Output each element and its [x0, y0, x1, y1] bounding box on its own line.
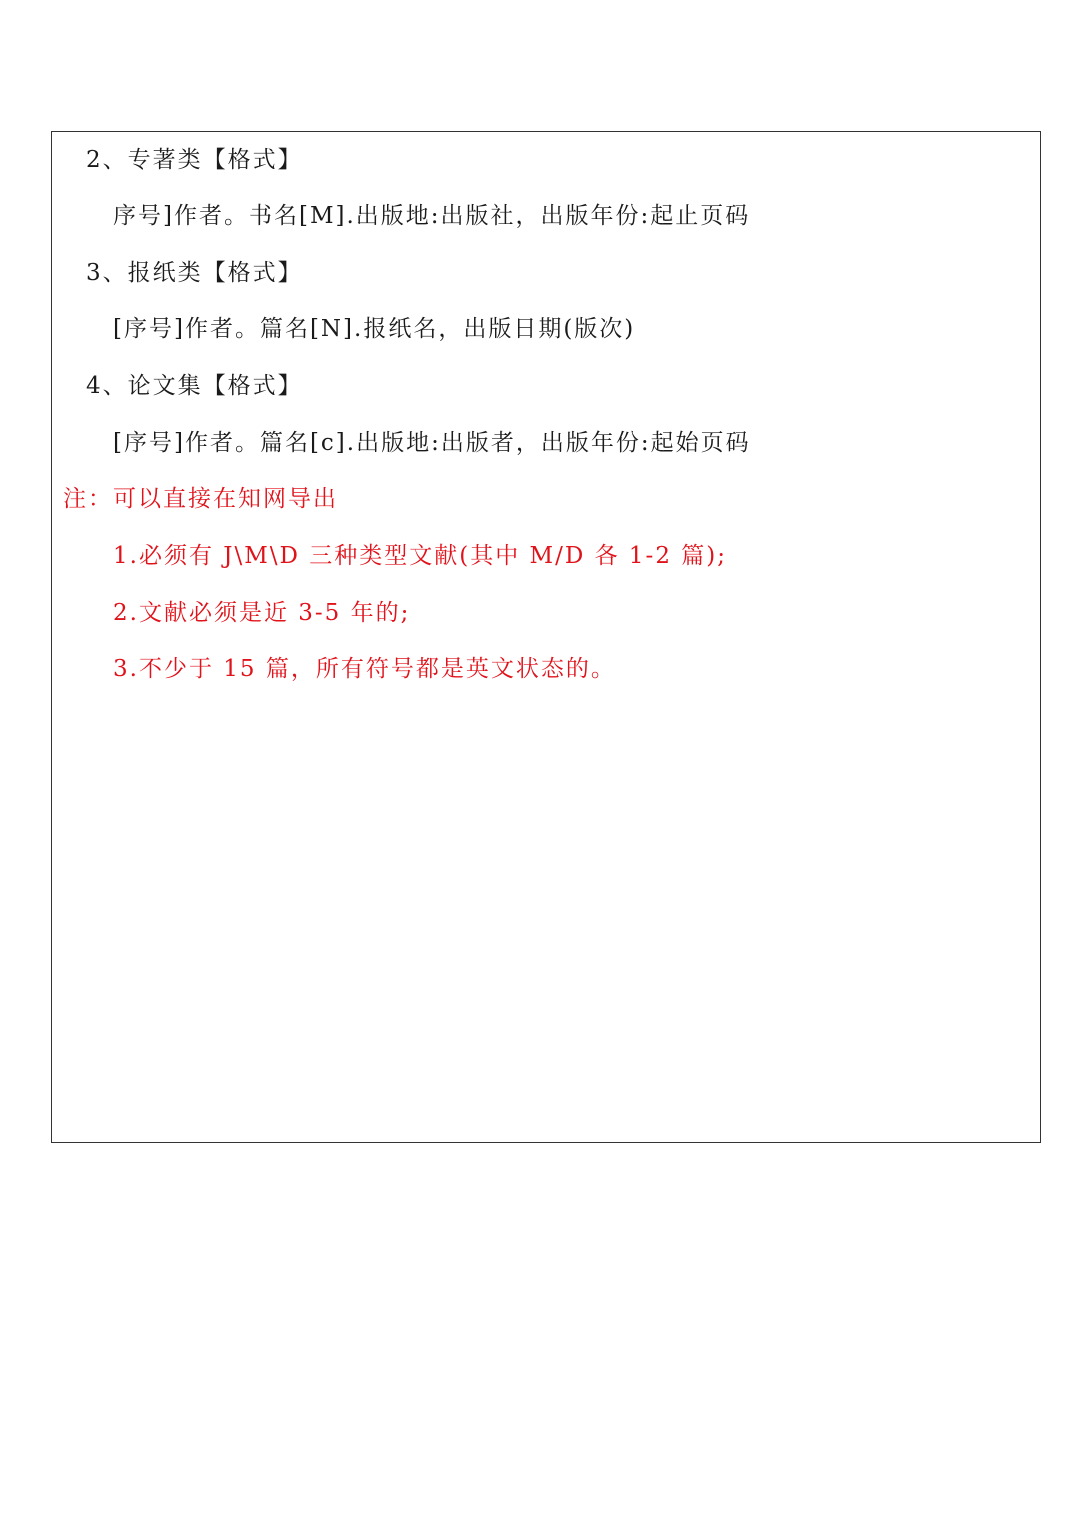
section-format: [序号]作者。篇名[N].报纸名，出版日期(版次) [113, 316, 636, 342]
note-title: 注：可以直接在知网导出 [63, 486, 338, 512]
section-format: [序号]作者。篇名[c].出版地:出版者，出版年份:起始页码 [113, 430, 751, 456]
note-item: 2.文献必须是近 3-5 年的; [113, 600, 411, 626]
section-heading: 3、报纸类【格式】 [86, 260, 303, 286]
section-format: 序号]作者。书名[M].出版地:出版社，出版年份:起止页码 [113, 203, 751, 229]
section-heading: 4、论文集【格式】 [86, 373, 303, 399]
section-heading: 2、专著类【格式】 [86, 147, 303, 173]
note-item: 3.不少于 15 篇，所有符号都是英文状态的。 [113, 656, 616, 682]
note-item: 1.必须有 J\M\D 三种类型文献(其中 M/D 各 1-2 篇); [113, 543, 727, 569]
